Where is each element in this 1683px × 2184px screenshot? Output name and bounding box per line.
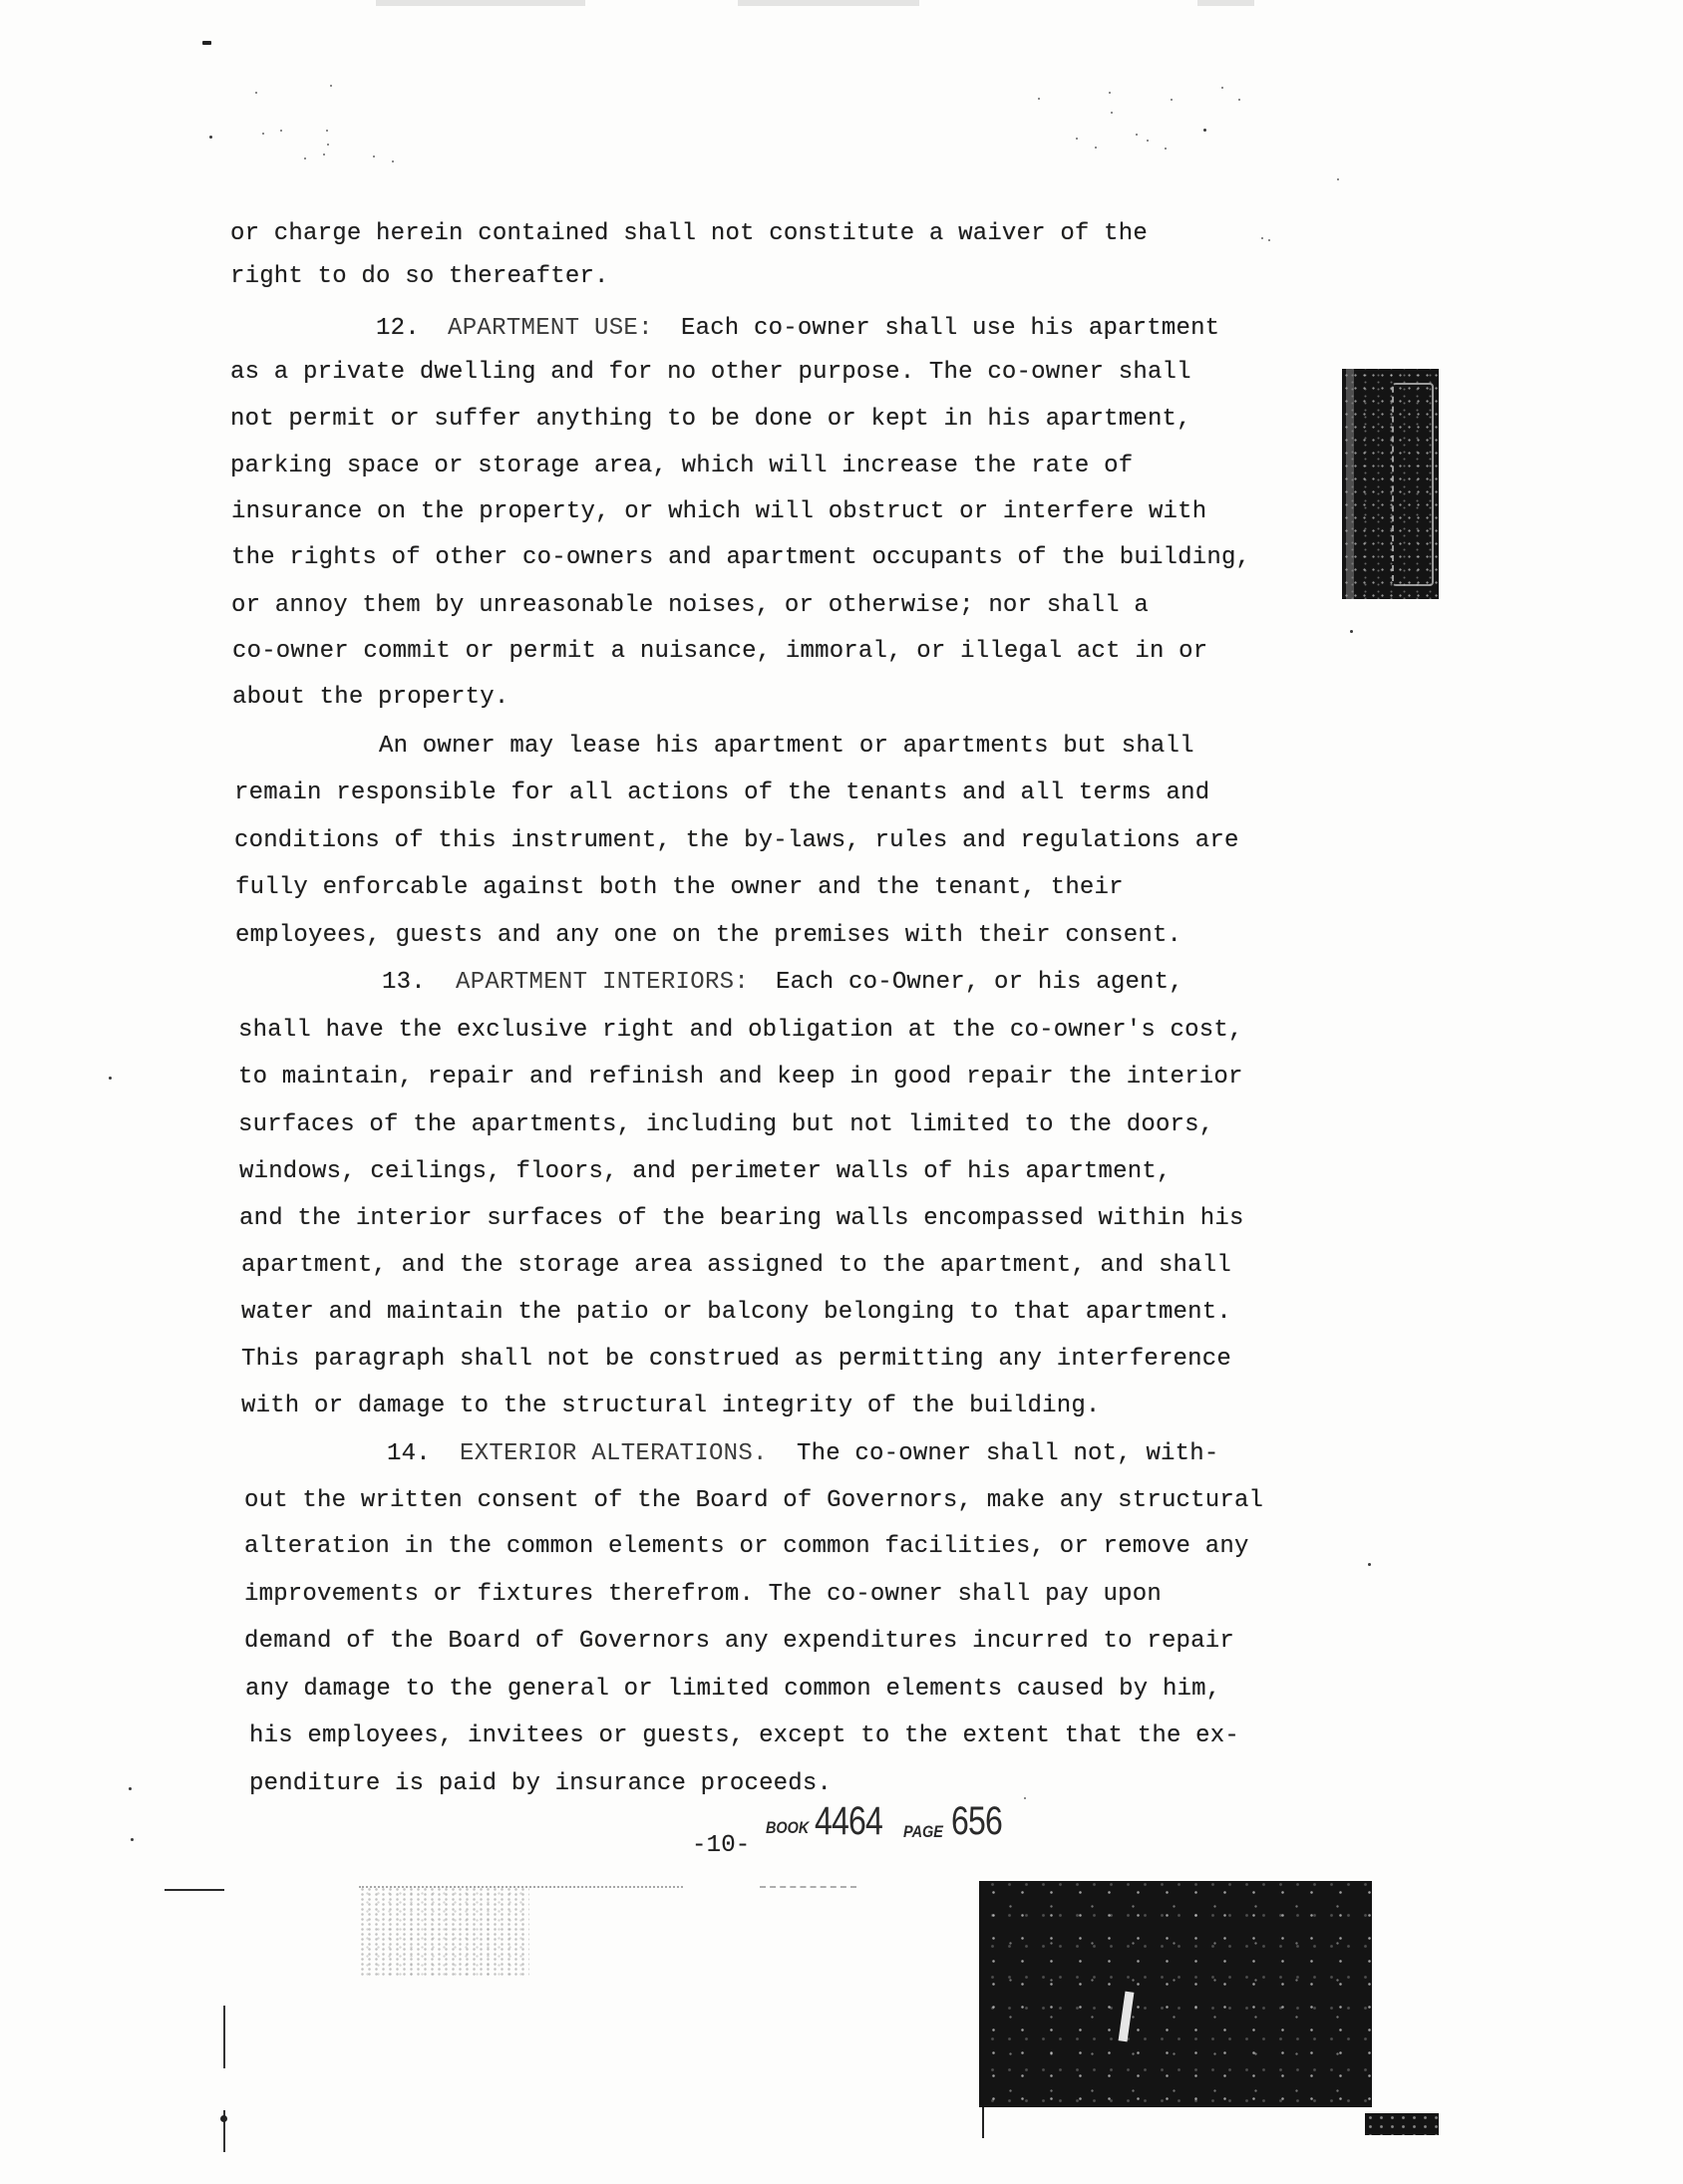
scan-rule-mark — [165, 1889, 224, 1891]
scan-artifact-tail — [982, 2107, 984, 2138]
body-line: The co-owner shall not, with- — [797, 1440, 1219, 1467]
body-line: insurance on the property, or which will obstruct or interfere with — [231, 498, 1207, 525]
body-line: windows, ceilings, floors, and perimeter walls of his apartment, — [239, 1158, 1172, 1185]
scan-speck — [1268, 239, 1270, 241]
body-line: or annoy them by unreasonable noises, or otherwise; nor shall a — [231, 592, 1149, 619]
section-heading: APARTMENT USE: — [448, 315, 653, 342]
body-line: apartment, and the storage area assigned to the apartment, and shall — [241, 1252, 1231, 1279]
scan-bleed-mark — [376, 0, 585, 6]
scan-speck — [1221, 87, 1223, 89]
scan-speck — [327, 144, 329, 146]
scan-artifact-corner — [1365, 2113, 1439, 2135]
scan-artifact-right — [1342, 369, 1439, 599]
section-number: 13. — [382, 969, 426, 996]
scan-speck — [220, 2115, 227, 2122]
body-line: fully enforcable against both the owner and the tenant, their — [235, 874, 1124, 901]
body-line: water and maintain the patio or balcony belonging to that apartment. — [241, 1299, 1231, 1326]
body-line: out the written consent of the Board of Governors, make any structural — [244, 1487, 1264, 1514]
scan-speck — [323, 154, 325, 156]
body-line: demand of the Board of Governors any expenditures incurred to repair — [244, 1628, 1234, 1655]
scan-speck — [109, 1077, 112, 1080]
scan-speck — [304, 157, 306, 159]
scan-speck — [255, 92, 257, 94]
scan-speck — [1076, 138, 1078, 140]
scan-speck — [1165, 148, 1167, 150]
body-line: parking space or storage area, which will increase the rate of — [230, 453, 1134, 479]
scan-speck — [280, 130, 282, 132]
body-line: his employees, invitees or guests, except to the extent that the ex- — [249, 1722, 1239, 1749]
body-line: co-owner commit or permit a nuisance, immoral, or illegal act in or — [232, 638, 1208, 665]
scan-speck — [1095, 147, 1097, 149]
scan-speck — [209, 136, 212, 139]
scan-speck — [262, 133, 264, 135]
scan-speck — [131, 1838, 134, 1841]
body-line: improvements or fixtures therefrom. The co-owner shall pay upon — [244, 1581, 1162, 1608]
scan-bleed-mark — [738, 0, 919, 6]
scan-artifact-streak — [1119, 1992, 1135, 2042]
body-line: with or damage to the structural integrity of the building. — [241, 1393, 1101, 1419]
scan-speck — [1350, 630, 1353, 633]
scan-dashed-mark — [760, 1886, 856, 1888]
body-line: as a private dwelling and for no other purpose. The co-owner shall — [230, 359, 1191, 386]
scan-speck — [1261, 237, 1263, 239]
body-line: any damage to the general or limited common elements caused by him, — [245, 1676, 1221, 1703]
body-line: surfaces of the apartments, including but not limited to the doors, — [238, 1111, 1214, 1138]
scan-artifact-bottom — [979, 1881, 1372, 2107]
body-line: and the interior surfaces of the bearing walls encompassed within his — [239, 1205, 1244, 1232]
body-line: employees, guests and any one on the premises with their consent. — [235, 922, 1182, 949]
scan-speck — [1238, 99, 1240, 101]
body-line: Each co-Owner, or his agent, — [776, 969, 1183, 996]
body-line: right to do so thereafter. — [230, 263, 609, 290]
body-line: or charge herein contained shall not constitute a waiver of the — [230, 220, 1148, 247]
body-line: to maintain, repair and refinish and keep in good repair the interior — [238, 1064, 1243, 1091]
body-line: shall have the exclusive right and obligation at the co-owner's cost, — [238, 1017, 1243, 1044]
scan-speck — [392, 160, 394, 162]
section-number: 12. — [376, 315, 420, 342]
body-line: Each co-owner shall use his apartment — [681, 315, 1220, 342]
scan-artifact-frame — [1392, 383, 1434, 586]
scan-bleed-mark — [1197, 0, 1254, 6]
scan-speck — [1171, 99, 1173, 101]
section-heading: APARTMENT INTERIORS: — [456, 969, 750, 996]
stamp-page-number: 656 — [951, 1799, 1002, 1843]
scan-speck — [1147, 140, 1149, 142]
scan-speck — [1368, 1563, 1371, 1566]
stamp-book-label: BOOK — [766, 1818, 810, 1837]
body-line: about the property. — [232, 684, 509, 711]
body-line: the rights of other co-owners and apartment occupants of the building, — [231, 544, 1251, 571]
scan-noise-patch — [359, 1887, 529, 1978]
stamp-page-label: PAGE — [903, 1822, 943, 1841]
scan-speck — [1203, 129, 1206, 132]
scan-speck — [202, 41, 211, 45]
scan-speck — [373, 156, 375, 157]
scan-artifact-edge — [1346, 369, 1354, 599]
scan-margin-mark — [223, 2006, 225, 2068]
body-line: not permit or suffer anything to be done or kept in his apartment, — [230, 406, 1191, 433]
scan-speck — [1111, 112, 1113, 114]
scan-speck — [326, 130, 328, 132]
body-line: penditure is paid by insurance proceeds. — [249, 1770, 833, 1797]
section-number: 14. — [387, 1440, 431, 1467]
scan-speck — [330, 85, 332, 87]
page-number: -10- — [692, 1832, 751, 1859]
stamp-book-number: 4464 — [815, 1799, 882, 1843]
scan-speck — [1109, 92, 1111, 94]
scan-speck — [1136, 134, 1138, 136]
body-line: conditions of this instrument, the by-laws, rules and regulations are — [234, 827, 1239, 854]
scan-speck — [1024, 1797, 1026, 1799]
body-line: alteration in the common elements or common facilities, or remove any — [244, 1533, 1249, 1560]
scan-speck — [1337, 178, 1339, 180]
body-line: An owner may lease his apartment or apartments but shall — [379, 733, 1194, 760]
scan-speck — [129, 1787, 132, 1790]
scan-speck — [1038, 98, 1040, 100]
body-line: This paragraph shall not be construed as permitting any interference — [241, 1346, 1231, 1373]
body-line: remain responsible for all actions of the tenants and all terms and — [234, 780, 1210, 806]
section-heading: EXTERIOR ALTERATIONS. — [460, 1440, 768, 1467]
